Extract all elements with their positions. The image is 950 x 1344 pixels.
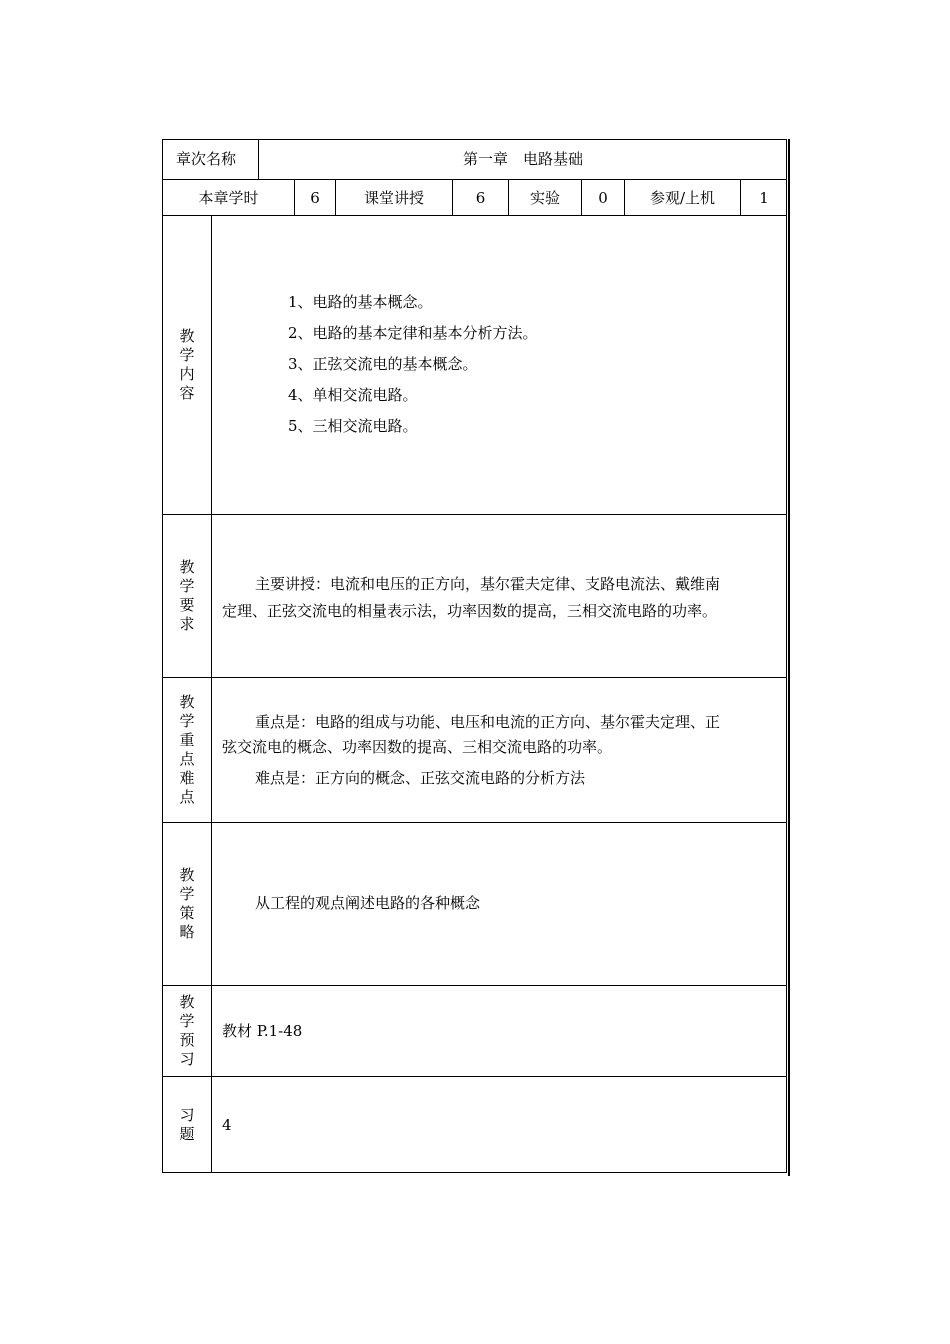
exercises-text: 4 [222, 1116, 232, 1134]
list-item: 2、电路的基本定律和基本分析方法。 [288, 324, 538, 342]
content-list [288, 287, 538, 442]
lab-label: 实验 [529, 189, 560, 207]
hours-value: 6 [310, 189, 320, 207]
table-shadow-border [788, 139, 790, 1176]
divider [162, 514, 787, 515]
requirements-line-1: 主要讲授：电流和电压的正方向，基尔霍夫定律、支路电流法、戴维南 [255, 575, 721, 593]
visit-label: 参观/上机 [649, 189, 716, 207]
list-item: 5、三相交流电路。 [288, 417, 418, 435]
divider [162, 985, 787, 986]
divider [162, 822, 787, 823]
chapter-name-label: 章次名称 [176, 150, 237, 168]
divider [162, 215, 787, 216]
exercises-label-text: 习题 [179, 1106, 195, 1143]
key-points-line-2: 弦交流电的概念、功率因数的提高、三相交流电路的功率。 [222, 738, 613, 756]
preview-label [163, 986, 211, 1076]
visit-value: 1 [759, 189, 769, 207]
list-item: 1、电路的基本概念。 [288, 293, 433, 311]
key-points-line-3: 难点是：正方向的概念、正弦交流电路的分析方法 [255, 769, 586, 787]
content-label [163, 216, 211, 514]
exercises-label [163, 1077, 211, 1173]
list-item: 3、正弦交流电的基本概念。 [288, 355, 478, 373]
preview-label-text: 教学预习 [179, 993, 195, 1068]
requirements-label-text: 教学要求 [179, 558, 195, 633]
chapter-name-value: 第一章 电路基础 [462, 150, 583, 168]
divider [211, 215, 212, 1173]
strategy-label-text: 教学策略 [179, 866, 195, 941]
lecture-value: 6 [475, 189, 486, 207]
strategy-text: 从工程的观点阐述电路的各种概念 [255, 894, 481, 912]
list-item: 4、单相交流电路。 [288, 386, 418, 404]
divider [162, 1076, 787, 1077]
requirements-label [163, 515, 211, 677]
preview-text: 教材 P.1-48 [222, 1022, 303, 1040]
strategy-label [163, 823, 211, 985]
requirements-line-2: 定理、正弦交流电的相量表示法，功率因数的提高，三相交流电路的功率。 [222, 602, 718, 620]
divider [162, 179, 787, 180]
hours-label: 本章学时 [198, 189, 259, 207]
lecture-label: 课堂讲授 [363, 189, 424, 207]
key-points-label [163, 678, 211, 822]
key-points-line-1: 重点是：电路的组成与功能、电压和电流的正方向、基尔霍夫定理、正 [255, 713, 721, 731]
content-label-text: 教学内容 [179, 327, 195, 402]
lab-value: 0 [598, 189, 608, 207]
divider [162, 677, 787, 678]
key-points-label-text: 教学重点难点 [179, 693, 195, 806]
